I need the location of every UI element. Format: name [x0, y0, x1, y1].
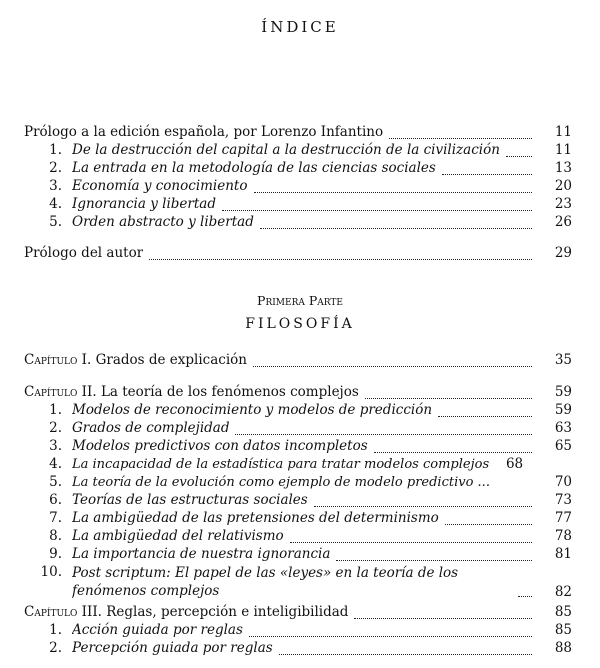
chapter-label: Capítulo III.: [24, 604, 102, 620]
toc-entry-number: 10.: [40, 564, 62, 580]
toc-entry-page: 78: [554, 528, 572, 544]
toc-entry-page: 68: [505, 456, 524, 472]
toc-entry-title: La teoría de la evolución como ejemplo de modelo predictivo ...: [72, 475, 490, 490]
dot-leader: [253, 364, 532, 367]
toc-entry[interactable]: [24, 622, 572, 640]
toc-entry-title: La ambigüedad del relativismo: [72, 528, 284, 544]
toc-entry-number: 1.: [49, 142, 62, 158]
toc-entry[interactable]: [24, 420, 572, 438]
toc-entry-page: 11: [554, 142, 572, 158]
toc-entry-page: 20: [554, 178, 572, 194]
chapter-title: La teoría de los fenómenos complejos: [100, 384, 359, 400]
toc-entry-title: Prólogo del autor: [24, 245, 144, 261]
toc-entry-page: 82: [554, 584, 572, 600]
dot-leader: [235, 432, 532, 435]
toc-entry-number: 2.: [49, 160, 62, 176]
dot-leader: [442, 172, 532, 175]
toc-entry-page: 29: [554, 245, 572, 261]
toc-entry-title: La ambigüedad de las pretensiones del determinismo: [72, 510, 439, 526]
toc-entry-title: Post scriptum: El papel de las «leyes» en la teoría de los fenómenos complejos: [72, 565, 459, 599]
toc-entry-title: Modelos predictivos con datos incompletos: [72, 438, 368, 454]
dot-leader: [354, 616, 532, 619]
toc-entry-number: 1.: [49, 622, 62, 638]
toc-entry-title: Prólogo a la edición española, por Lorenzo Infantino: [24, 124, 384, 140]
toc-entry-page: 23: [554, 196, 572, 212]
dot-leader: [314, 504, 532, 507]
toc-entry-number: 5.: [49, 474, 62, 490]
toc-entry-title: Ignorancia y libertad: [72, 196, 216, 212]
part-label: Primera Parte: [257, 293, 343, 308]
dot-leader: [518, 594, 532, 597]
toc-entry[interactable]: [24, 402, 572, 420]
toc-entry-page: 13: [554, 160, 572, 176]
dot-leader: [438, 414, 532, 417]
dot-leader: [336, 558, 532, 561]
toc-entry-number: 3.: [49, 438, 62, 454]
toc-entry-page: 88: [554, 640, 572, 656]
toc-entry-title: Teorías de las estructuras sociales: [72, 492, 308, 508]
toc-entry[interactable]: [24, 640, 572, 658]
dot-leader: [279, 652, 532, 655]
toc-entry-number: 9.: [49, 546, 62, 562]
toc-entry-spanish-prologue[interactable]: [24, 124, 572, 142]
toc-entry-page: 85: [554, 622, 572, 638]
toc-entry-page: 26: [554, 214, 572, 230]
toc-entry-page: 65: [554, 438, 572, 454]
toc-entry-number: 2.: [49, 420, 62, 436]
chapter-label: Capítulo I.: [24, 352, 92, 368]
toc-entry-number: 6.: [49, 492, 62, 508]
toc-entry[interactable]: [24, 492, 572, 510]
toc-entry-number: 1.: [49, 402, 62, 418]
toc-entry-author-prologue[interactable]: [24, 245, 572, 263]
toc-entry[interactable]: [24, 546, 572, 564]
toc-entry-number: 4.: [49, 196, 62, 212]
toc-entry-page: 70: [554, 474, 572, 490]
chapter-label: Capítulo II.: [24, 384, 97, 400]
toc-chapter-heading: [24, 352, 247, 368]
dot-leader: [222, 208, 532, 211]
toc-entry-title: La importancia de nuestra ignorancia: [72, 546, 331, 562]
toc-entry[interactable]: [24, 528, 572, 546]
toc-chapter-heading: [24, 604, 348, 620]
toc-entry-page: 35: [554, 352, 572, 368]
toc-entry[interactable]: [24, 160, 572, 178]
toc-chapter-3[interactable]: [24, 604, 572, 622]
toc-chapter-2[interactable]: [24, 384, 572, 402]
toc-entry[interactable]: [24, 214, 572, 232]
toc-entry-page: 73: [554, 492, 572, 508]
toc-entry-title: Economía y conocimiento: [72, 178, 248, 194]
toc-entry-number: 5.: [49, 214, 62, 230]
part-title: FILOSOFÍA: [245, 316, 355, 332]
dot-leader: [290, 540, 532, 543]
toc-entry[interactable]: [24, 142, 572, 160]
toc-entry[interactable]: [24, 196, 572, 214]
chapter-title: Reglas, percepción e inteligibilidad: [106, 604, 349, 620]
toc-entry-number: 2.: [49, 640, 62, 656]
toc-entry-page: 59: [554, 384, 572, 400]
toc-entry[interactable]: [24, 438, 572, 456]
toc-entry-number: 8.: [49, 528, 62, 544]
dot-leader: [260, 226, 532, 229]
toc-entry-page: 59: [554, 402, 572, 418]
toc-entry[interactable]: [24, 474, 572, 492]
toc-entry-title: De la destrucción del capital a la destrucción de la civilización: [72, 142, 500, 158]
toc-entry-page: 77: [554, 510, 572, 526]
toc-chapter-1[interactable]: [24, 352, 572, 370]
toc-entry-title: Acción guiada por reglas: [72, 622, 243, 638]
dot-leader: [254, 190, 533, 193]
dot-leader: [389, 136, 532, 139]
dot-leader: [445, 522, 532, 525]
dot-leader: [149, 257, 532, 260]
toc-entry[interactable]: [24, 510, 572, 528]
toc-entry-number: 7.: [49, 510, 62, 526]
toc-entry-page: 81: [554, 546, 572, 562]
toc-entry-title: La entrada en la metodología de las ciencias sociales: [72, 160, 436, 176]
dot-leader: [374, 450, 532, 453]
page-title: ÍNDICE: [261, 18, 339, 36]
toc-entry-number: 4.: [49, 456, 62, 472]
toc-entry[interactable]: [24, 456, 572, 474]
dot-leader: [506, 154, 532, 157]
toc-chapter-heading: [24, 384, 359, 400]
toc-entry-title: Percepción guiada por reglas: [72, 640, 273, 656]
toc-entry-page: 11: [554, 124, 572, 140]
toc-entry-number: 3.: [49, 178, 62, 194]
toc-entry-title: Modelos de reconocimiento y modelos de predicción: [72, 402, 433, 418]
chapter-title: Grados de explicación: [95, 352, 247, 368]
toc-entry[interactable]: [24, 178, 572, 196]
toc-entry-page: 63: [554, 420, 572, 436]
toc-entry-page: 85: [554, 604, 572, 620]
toc-entry[interactable]: [24, 564, 572, 600]
dot-leader: [365, 396, 532, 399]
dot-leader: [249, 634, 532, 637]
toc-entry-title: Orden abstracto y libertad: [72, 214, 254, 230]
toc-entry-title: Grados de complejidad: [72, 420, 230, 436]
toc-entry-title: La incapacidad de la estadística para tratar modelos complejos: [72, 457, 490, 472]
